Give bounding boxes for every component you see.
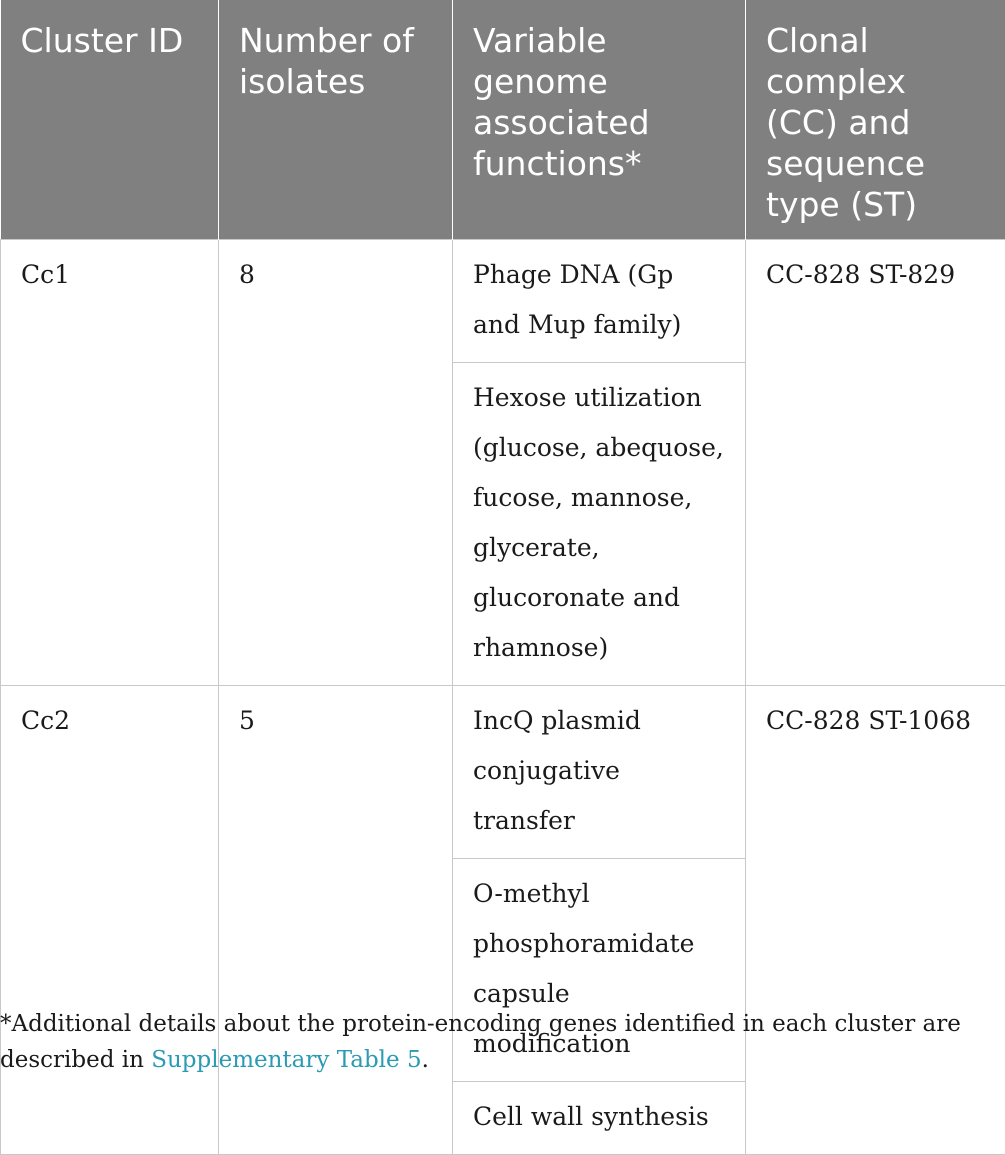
function-cell: IncQ plasmid conjugative transfer [453,686,746,859]
function-cell: Phage DNA (Gp and Mup family) [453,240,746,363]
header-row [1,0,1005,240]
cc-st-cell: CC-828 ST-829 [746,240,1005,686]
header-number-of-isolates: Number of isolates [219,0,453,240]
table-row [1,240,1005,363]
cluster-id-cell: Cc1 [1,240,219,686]
cluster-id-cell: Cc2 [1,686,219,1155]
function-cell: O-methyl phosphoramidate capsule modification [453,859,746,1082]
table-row [1,686,1005,859]
table-footnote [0,1006,1005,1078]
header-cluster-id: Cluster ID [1,0,219,240]
function-cell: Hexose utilization (glucose, abequose, fucose, mannose, glycerate, glucoronate and rhamnose) [453,363,746,686]
isolates-cell: 8 [219,240,453,686]
cc-st-cell: CC-828 ST-1068 [746,686,1005,1155]
header-variable-genome-functions: Variable genome associated functions* [453,0,746,240]
footnote-text: *Additional details about the protein-encoding genes identified in each cluster are described in [0,1011,961,1073]
header-clonal-complex: Clonal complex (CC) and sequence type (ST) [746,0,1005,240]
function-cell: Cell wall synthesis [453,1082,746,1155]
footnote-end: . [422,1047,429,1073]
isolates-cell: 5 [219,686,453,1155]
supplementary-table-link[interactable]: Supplementary Table 5 [151,1047,421,1073]
